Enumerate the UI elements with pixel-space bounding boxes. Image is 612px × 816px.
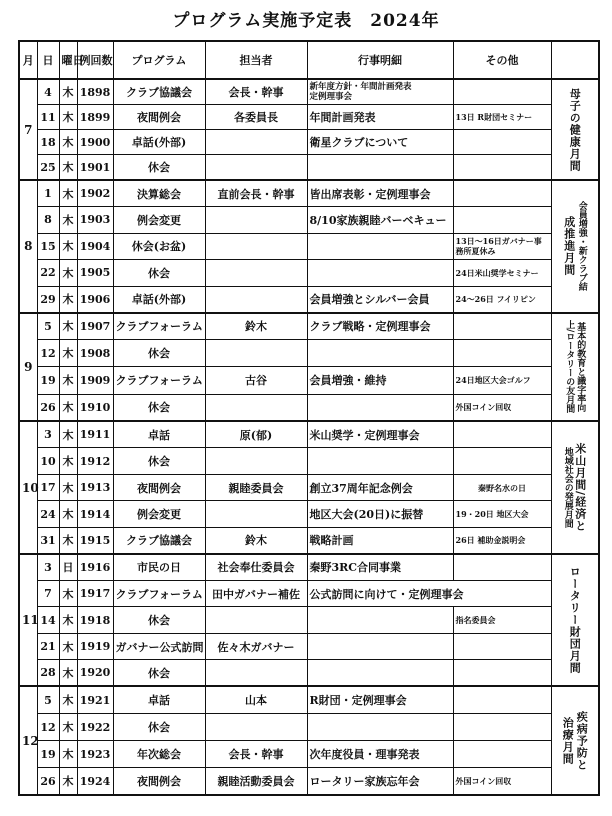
program-cell: 卓話(外部): [113, 130, 205, 155]
weekday-cell: 木: [59, 260, 77, 287]
day-cell: 28: [37, 660, 59, 687]
responsible-cell: 親睦委員会: [205, 474, 307, 501]
detail-cell: 創立37周年記念例会: [307, 474, 453, 501]
other-cell: [453, 313, 551, 340]
weekday-cell: 木: [59, 474, 77, 501]
weekday-cell: 木: [59, 180, 77, 207]
program-cell: 休会(お盆): [113, 233, 205, 260]
other-cell: [453, 340, 551, 367]
program-cell: 夜間例会: [113, 105, 205, 130]
day-cell: 21: [37, 633, 59, 660]
weekday-cell: 木: [59, 713, 77, 740]
program-cell: 休会: [113, 394, 205, 421]
table-row: [19, 130, 599, 155]
table-row: [19, 686, 599, 713]
responsible-cell: [205, 130, 307, 155]
detail-cell: [307, 155, 453, 181]
page-title: プログラム実施予定表 2024年: [172, 11, 440, 31]
header-theme: [551, 41, 599, 79]
weekday-cell: 木: [59, 527, 77, 554]
program-cell: クラブフォーラム: [113, 580, 205, 607]
program-cell: 卓話(外部): [113, 286, 205, 313]
other-cell: 24日地区大会ゴルフ: [453, 367, 551, 394]
day-cell: 26: [37, 768, 59, 795]
detail-cell: 皆出席表彰・定例理事会: [307, 180, 453, 207]
month-cell: 8: [19, 180, 37, 313]
day-cell: 18: [37, 130, 59, 155]
responsible-cell: 鈴木: [205, 313, 307, 340]
detail-cell: [307, 340, 453, 367]
day-cell: 1: [37, 180, 59, 207]
detail-cell: 米山奨学・定例理事会: [307, 421, 453, 448]
weekday-cell: 木: [59, 105, 77, 130]
table-row: [19, 155, 599, 181]
program-cell: 休会: [113, 340, 205, 367]
monthly-theme-line: ロータリー財団月間: [568, 566, 582, 674]
other-cell: [453, 79, 551, 105]
table-row: [19, 527, 599, 554]
detail-cell: [307, 633, 453, 660]
day-cell: 4: [37, 79, 59, 105]
detail-cell: 年間計画発表: [307, 105, 453, 130]
day-cell: 25: [37, 155, 59, 181]
monthly-theme-line: 上/ロータリーの友月間: [564, 320, 575, 414]
detail-cell: 会員増強とシルバー会員: [307, 286, 453, 313]
table-row: [19, 207, 599, 234]
day-cell: 8: [37, 207, 59, 234]
table-row: [19, 741, 599, 768]
program-cell: 休会: [113, 607, 205, 634]
other-cell: [453, 660, 551, 687]
monthly-theme-line: 会員増強・新クラブ結: [576, 201, 587, 292]
detail-cell: 8/10家族親睦バーベキュー: [307, 207, 453, 234]
detail-cell: [307, 607, 453, 634]
weekday-cell: 木: [59, 607, 77, 634]
monthly-theme-line: 治療月間: [561, 716, 575, 765]
weekday-cell: 木: [59, 394, 77, 421]
meeting-number-cell: 1914: [77, 501, 113, 528]
meeting-number-cell: 1905: [77, 260, 113, 287]
table-row: [19, 660, 599, 687]
other-cell: [453, 741, 551, 768]
responsible-cell: [205, 448, 307, 475]
responsible-cell: 田中ガバナー補佐: [205, 580, 307, 607]
meeting-number-cell: 1916: [77, 554, 113, 581]
day-cell: 17: [37, 474, 59, 501]
meeting-number-cell: 1911: [77, 421, 113, 448]
weekday-cell: 木: [59, 233, 77, 260]
program-cell: クラブ協議会: [113, 527, 205, 554]
meeting-number-cell: 1902: [77, 180, 113, 207]
responsible-cell: 会長・幹事: [205, 79, 307, 105]
weekday-cell: 木: [59, 686, 77, 713]
responsible-cell: [205, 607, 307, 634]
weekday-cell: 木: [59, 660, 77, 687]
meeting-number-cell: 1922: [77, 713, 113, 740]
day-cell: 19: [37, 367, 59, 394]
program-cell: 休会: [113, 713, 205, 740]
day-cell: 12: [37, 713, 59, 740]
month-cell: 12: [19, 686, 37, 795]
meeting-number-cell: 1908: [77, 340, 113, 367]
day-cell: 31: [37, 527, 59, 554]
detail-cell: 公式訪問に向けて・定例理事会: [307, 580, 551, 607]
day-cell: 11: [37, 105, 59, 130]
detail-cell: 地区大会(20日)に振替: [307, 501, 453, 528]
other-cell: 指名委員会: [453, 607, 551, 634]
program-cell: クラブ協議会: [113, 79, 205, 105]
meeting-number-cell: 1913: [77, 474, 113, 501]
detail-cell: [307, 394, 453, 421]
program-cell: 例会変更: [113, 501, 205, 528]
header-other: その他: [453, 41, 551, 79]
table-row: [19, 633, 599, 660]
program-cell: 例会変更: [113, 207, 205, 234]
schedule-body: [19, 79, 599, 795]
detail-cell: 衛星クラブについて: [307, 130, 453, 155]
meeting-number-cell: 1920: [77, 660, 113, 687]
program-cell: 夜間例会: [113, 768, 205, 795]
program-cell: 休会: [113, 260, 205, 287]
detail-cell: 会員増強・維持: [307, 367, 453, 394]
other-cell: [453, 421, 551, 448]
weekday-cell: 木: [59, 768, 77, 795]
day-cell: 19: [37, 741, 59, 768]
table-row: [19, 313, 599, 340]
other-cell: [453, 180, 551, 207]
monthly-theme: [551, 79, 599, 180]
header-row: [19, 41, 599, 79]
day-cell: 7: [37, 580, 59, 607]
program-cell: ガバナー公式訪問: [113, 633, 205, 660]
program-cell: クラブフォーラム: [113, 367, 205, 394]
responsible-cell: [205, 286, 307, 313]
other-cell: [453, 633, 551, 660]
day-cell: 12: [37, 340, 59, 367]
responsible-cell: 社会奉仕委員会: [205, 554, 307, 581]
meeting-number-cell: 1904: [77, 233, 113, 260]
program-cell: 市民の日: [113, 554, 205, 581]
meeting-number-cell: 1906: [77, 286, 113, 313]
table-row: [19, 501, 599, 528]
other-cell: 秦野名水の日: [453, 474, 551, 501]
weekday-cell: 木: [59, 501, 77, 528]
meeting-number-cell: 1921: [77, 686, 113, 713]
day-cell: 24: [37, 501, 59, 528]
table-row: [19, 421, 599, 448]
other-cell: 26日 補助金説明会: [453, 527, 551, 554]
table-row: [19, 233, 599, 260]
meeting-number-cell: 1910: [77, 394, 113, 421]
month-cell: 11: [19, 554, 37, 687]
responsible-cell: [205, 660, 307, 687]
detail-cell: [307, 233, 453, 260]
detail-cell: [307, 260, 453, 287]
table-row: [19, 713, 599, 740]
responsible-cell: 山本: [205, 686, 307, 713]
weekday-cell: 日: [59, 554, 77, 581]
program-cell: 年次総会: [113, 741, 205, 768]
meeting-number-cell: 1919: [77, 633, 113, 660]
header-no: 例回数: [77, 41, 113, 79]
program-cell: 卓話: [113, 686, 205, 713]
day-cell: 10: [37, 448, 59, 475]
other-cell: [453, 130, 551, 155]
other-cell: [453, 207, 551, 234]
weekday-cell: 木: [59, 207, 77, 234]
meeting-number-cell: 1907: [77, 313, 113, 340]
day-cell: 5: [37, 686, 59, 713]
schedule-table: [18, 40, 600, 796]
program-cell: 休会: [113, 448, 205, 475]
monthly-theme-line: 基本的教育と識字率向: [575, 321, 586, 412]
month-cell: 9: [19, 313, 37, 422]
other-cell: [453, 448, 551, 475]
monthly-theme: [551, 313, 599, 422]
other-cell: [453, 686, 551, 713]
table-row: [19, 474, 599, 501]
other-cell: 24～26日 フイリピン: [453, 286, 551, 313]
responsible-cell: 会長・幹事: [205, 741, 307, 768]
detail-cell: [307, 660, 453, 687]
header-program: プログラム: [113, 41, 205, 79]
responsible-cell: [205, 501, 307, 528]
program-cell: 決算総会: [113, 180, 205, 207]
monthly-theme: [551, 686, 599, 795]
detail-cell: クラブ戦略・定例理事会: [307, 313, 453, 340]
table-row: [19, 448, 599, 475]
detail-cell: ロータリー家族忘年会: [307, 768, 453, 795]
meeting-number-cell: 1924: [77, 768, 113, 795]
table-row: [19, 180, 599, 207]
table-row: [19, 394, 599, 421]
responsible-cell: [205, 260, 307, 287]
month-cell: 10: [19, 421, 37, 554]
responsible-cell: 直前会長・幹事: [205, 180, 307, 207]
program-cell: 卓話: [113, 421, 205, 448]
weekday-cell: 木: [59, 367, 77, 394]
monthly-theme-line: 疾病予防と: [575, 710, 589, 771]
table-row: [19, 260, 599, 287]
detail-cell: [307, 448, 453, 475]
other-cell: 外国コイン回収: [453, 768, 551, 795]
table-row: [19, 105, 599, 130]
other-cell: 13日～16日ガバナー事務所夏休み: [453, 233, 551, 260]
monthly-theme-line: 米山月間/経済と: [573, 442, 587, 533]
day-cell: 22: [37, 260, 59, 287]
weekday-cell: 木: [59, 340, 77, 367]
responsible-cell: [205, 233, 307, 260]
header-responsible: 担当者: [205, 41, 307, 79]
detail-cell: 次年度役員・理事発表: [307, 741, 453, 768]
meeting-number-cell: 1900: [77, 130, 113, 155]
weekday-cell: 木: [59, 580, 77, 607]
monthly-theme: [551, 421, 599, 554]
meeting-number-cell: 1912: [77, 448, 113, 475]
table-row: [19, 768, 599, 795]
header-day: 日: [37, 41, 59, 79]
weekday-cell: 木: [59, 130, 77, 155]
day-cell: 3: [37, 554, 59, 581]
table-row: [19, 607, 599, 634]
monthly-theme: [551, 554, 599, 687]
responsible-cell: [205, 155, 307, 181]
header-detail: 行事明細: [307, 41, 453, 79]
meeting-number-cell: 1923: [77, 741, 113, 768]
meeting-number-cell: 1909: [77, 367, 113, 394]
responsible-cell: 各委員長: [205, 105, 307, 130]
detail-cell: R財団・定例理事会: [307, 686, 453, 713]
day-cell: 5: [37, 313, 59, 340]
table-row: [19, 340, 599, 367]
header-month: 月: [19, 41, 37, 79]
detail-cell: 戦略計画: [307, 527, 453, 554]
month-cell: 7: [19, 79, 37, 180]
responsible-cell: [205, 394, 307, 421]
monthly-theme: [551, 180, 599, 313]
responsible-cell: 親睦活動委員会: [205, 768, 307, 795]
day-cell: 15: [37, 233, 59, 260]
responsible-cell: 鈴木: [205, 527, 307, 554]
meeting-number-cell: 1917: [77, 580, 113, 607]
table-row: [19, 79, 599, 105]
meeting-number-cell: 1918: [77, 607, 113, 634]
other-cell: 外国コイン回収: [453, 394, 551, 421]
weekday-cell: 木: [59, 155, 77, 181]
monthly-theme-line: 地域社会の発展月間: [562, 447, 573, 528]
weekday-cell: 木: [59, 421, 77, 448]
detail-cell: 新年度方針・年間計画発表 定例理事会: [307, 79, 453, 105]
meeting-number-cell: 1901: [77, 155, 113, 181]
weekday-cell: 木: [59, 633, 77, 660]
table-row: [19, 554, 599, 581]
program-cell: 休会: [113, 155, 205, 181]
day-cell: 14: [37, 607, 59, 634]
responsible-cell: 古谷: [205, 367, 307, 394]
program-cell: 休会: [113, 660, 205, 687]
monthly-theme-line: 成推進月間: [562, 216, 576, 277]
day-cell: 29: [37, 286, 59, 313]
responsible-cell: [205, 340, 307, 367]
meeting-number-cell: 1915: [77, 527, 113, 554]
day-cell: 3: [37, 421, 59, 448]
responsible-cell: [205, 207, 307, 234]
day-cell: 26: [37, 394, 59, 421]
program-cell: 夜間例会: [113, 474, 205, 501]
program-cell: クラブフォーラム: [113, 313, 205, 340]
weekday-cell: 木: [59, 741, 77, 768]
other-cell: [453, 713, 551, 740]
table-row: [19, 286, 599, 313]
detail-cell: 秦野3RC合同事業: [307, 554, 453, 581]
meeting-number-cell: 1903: [77, 207, 113, 234]
header-weekday: 曜日: [59, 41, 77, 79]
monthly-theme-line: 母子の健康月間: [568, 87, 582, 172]
meeting-number-cell: 1899: [77, 105, 113, 130]
meeting-number-cell: 1898: [77, 79, 113, 105]
weekday-cell: 木: [59, 286, 77, 313]
other-cell: [453, 554, 551, 581]
other-cell: 13日 R財団セミナー: [453, 105, 551, 130]
other-cell: 24日米山奨学セミナー: [453, 260, 551, 287]
responsible-cell: 原(郁): [205, 421, 307, 448]
weekday-cell: 木: [59, 448, 77, 475]
other-cell: [453, 155, 551, 181]
responsible-cell: [205, 713, 307, 740]
responsible-cell: 佐々木ガバナー: [205, 633, 307, 660]
weekday-cell: 木: [59, 313, 77, 340]
table-row: [19, 367, 599, 394]
weekday-cell: 木: [59, 79, 77, 105]
other-cell: 19・20日 地区大会: [453, 501, 551, 528]
detail-cell: [307, 713, 453, 740]
table-row: [19, 580, 599, 607]
